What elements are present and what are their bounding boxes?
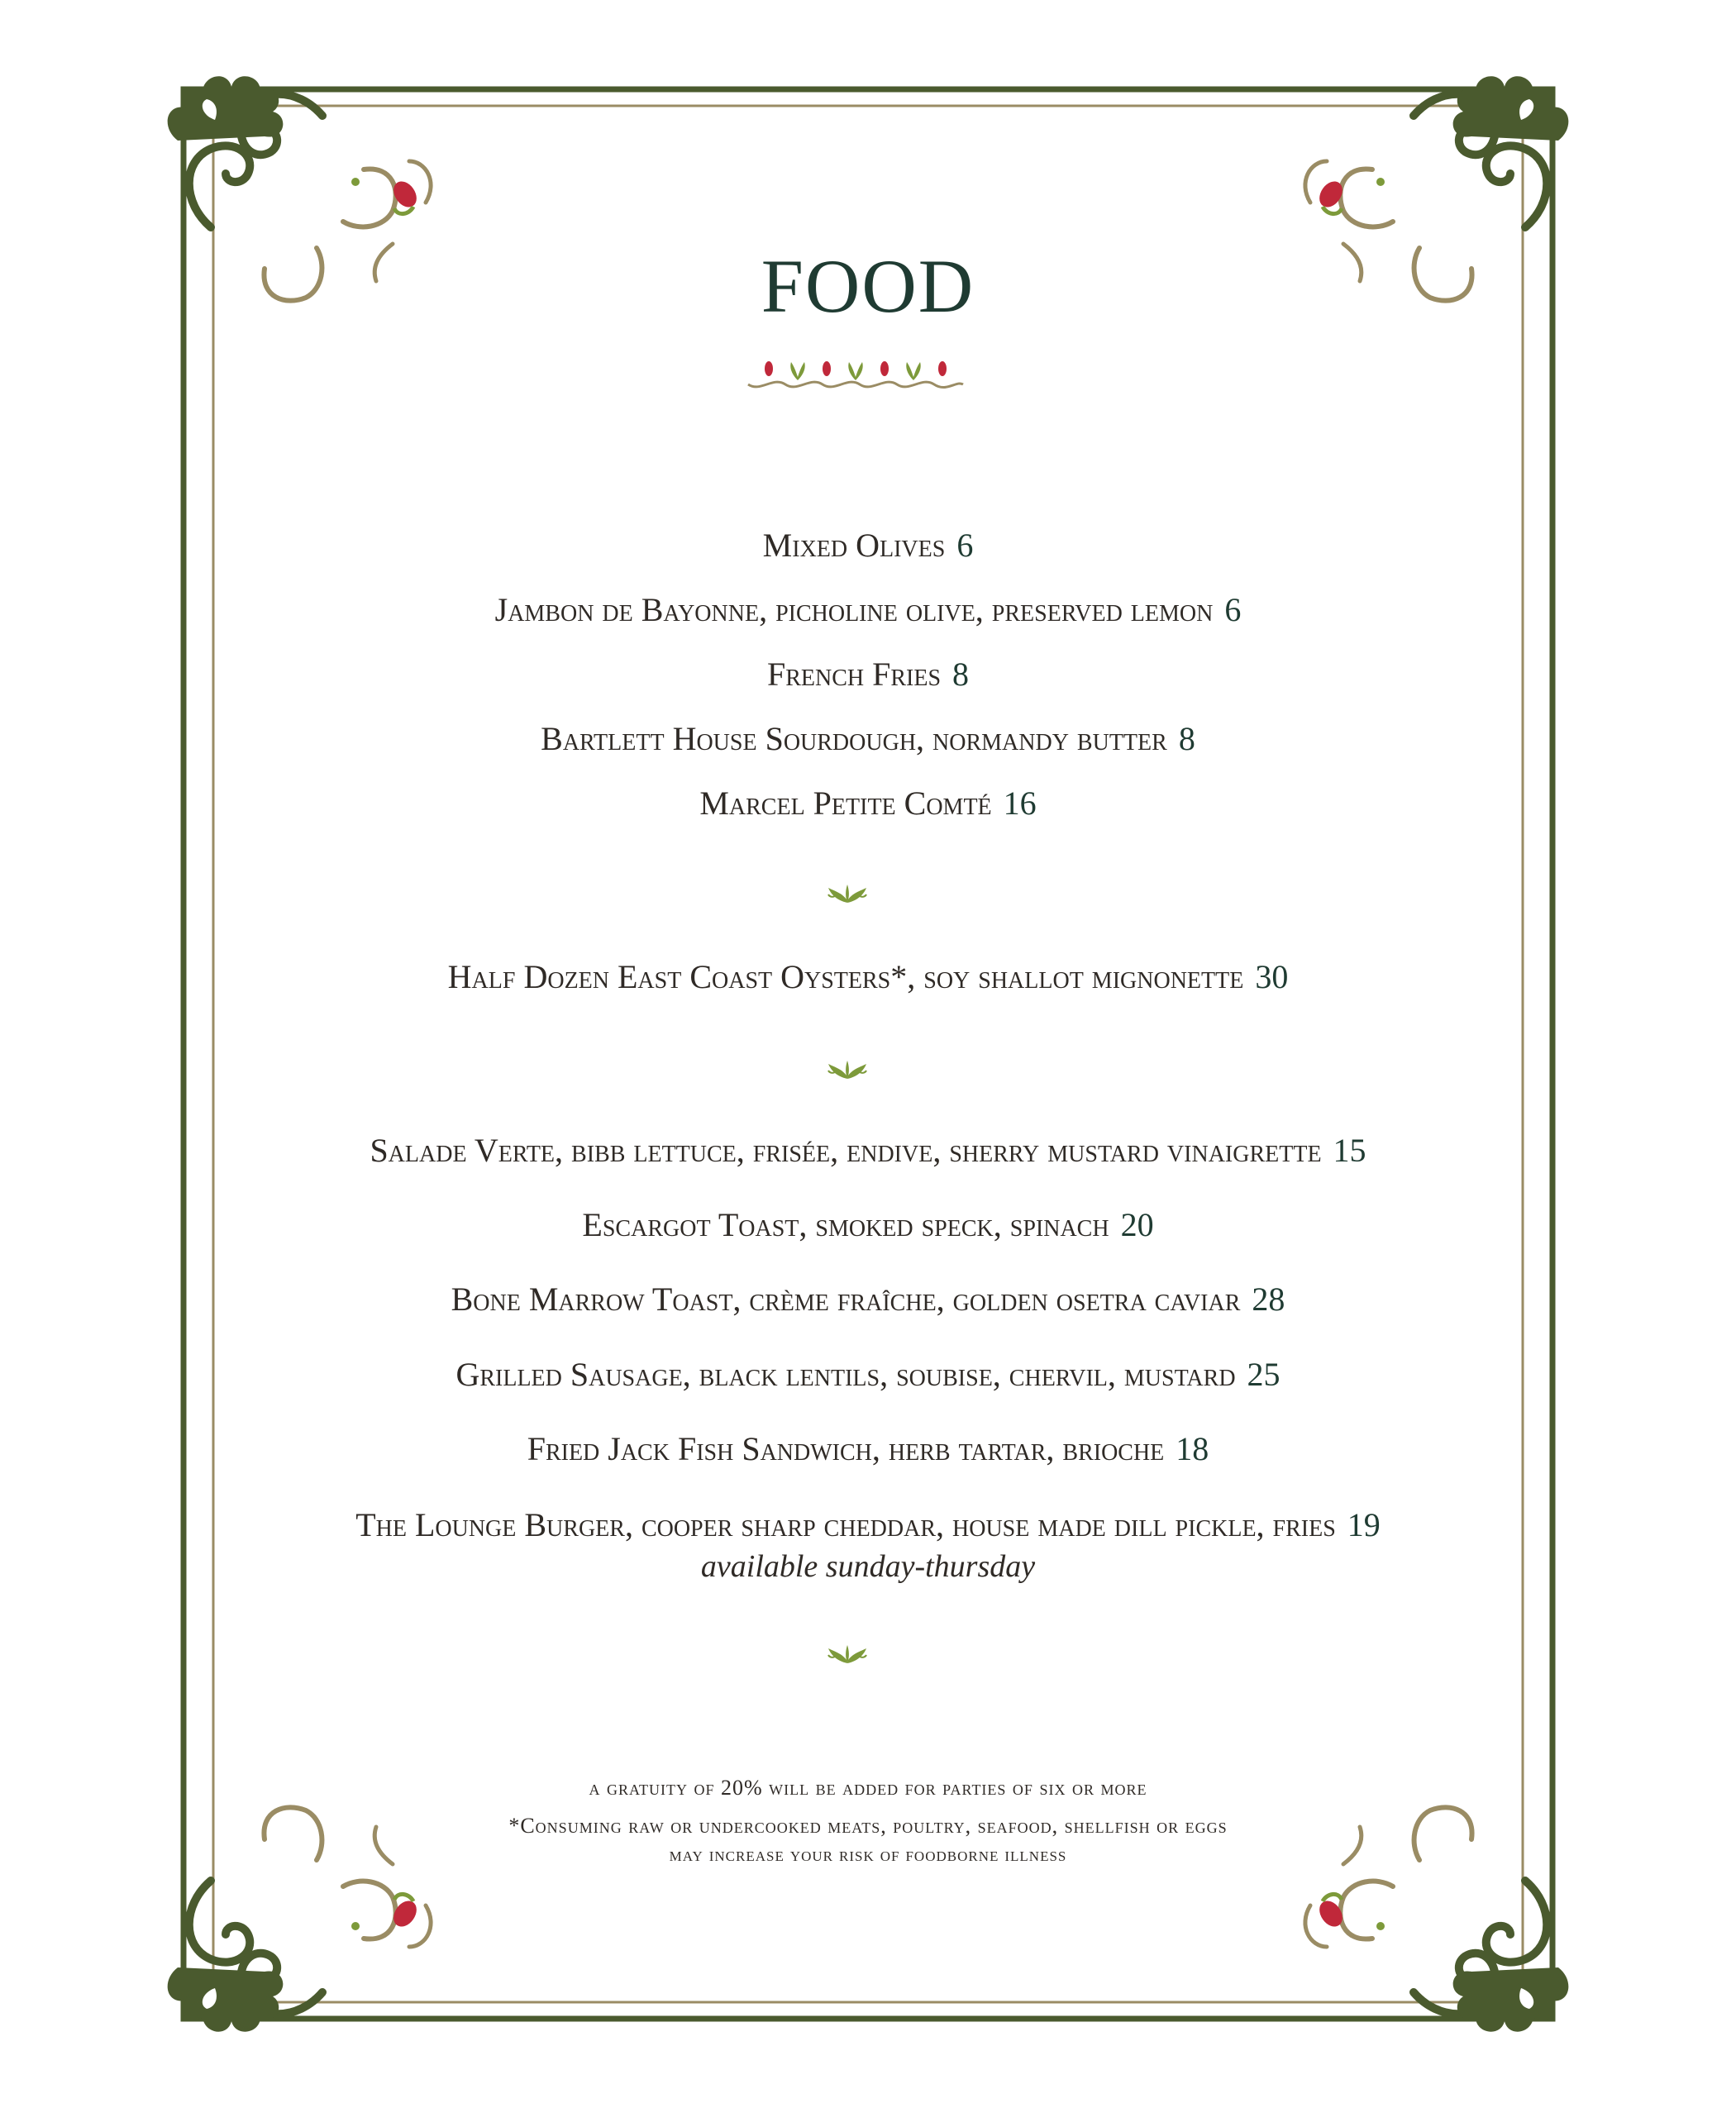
item-price: 6 [1224, 591, 1242, 628]
item-price: 16 [1003, 785, 1037, 822]
availability-note: available sunday-thursday [700, 1549, 1036, 1584]
menu-item [0, 787, 1736, 820]
item-name: French Fries [766, 656, 942, 693]
menu-item [0, 720, 1736, 757]
item-name: Half Dozen East Coast Oysters*, soy shallot mignonette [447, 958, 1244, 995]
menu-item [0, 591, 1736, 628]
consumption-warning: *Consuming raw or undercooked meats, poultry, seafood, shellfish or eggs [508, 1814, 1228, 1838]
menu-item [0, 1134, 1736, 1167]
page-title: FOOD [761, 244, 975, 328]
item-price: 18 [1176, 1430, 1209, 1467]
item-price: 8 [1178, 720, 1195, 757]
item-name: The Lounge Burger, cooper sharp cheddar, house made dill pickle, fries [355, 1506, 1336, 1543]
item-name: Grilled Sausage, black lentils, soubise, chervil, mustard [455, 1356, 1236, 1393]
menu-item [0, 1283, 1736, 1316]
gratuity-notice: a gratuity of 20% will be added for parties of six or more [589, 1776, 1147, 1800]
item-price: 8 [952, 656, 970, 693]
item-name: Mixed Olives [762, 527, 946, 564]
item-name: Fried Jack Fish Sandwich, herb tartar, brioche [527, 1430, 1165, 1467]
leaf-sprig-icon [827, 1638, 868, 1667]
item-price: 19 [1347, 1506, 1381, 1543]
item-name: Marcel Petite Comté [699, 785, 992, 822]
item-price: 15 [1333, 1132, 1366, 1169]
consumption-warning-continued: may increase your risk of foodborne illness [669, 1844, 1067, 1866]
item-price: 28 [1252, 1281, 1285, 1318]
item-price: 6 [956, 527, 974, 564]
item-price: 20 [1120, 1206, 1154, 1243]
item-name: Bartlett House Sourdough, normandy butter [541, 720, 1167, 757]
menu-item [0, 658, 1736, 691]
menu-item [0, 958, 1736, 995]
menu-item [0, 1430, 1736, 1467]
leaf-sprig-icon [827, 1054, 868, 1082]
menu-item [0, 529, 1736, 562]
item-name: Escargot Toast, smoked speck, spinach [582, 1206, 1109, 1243]
item-name: Jambon de Bayonne, picholine olive, preserved lemon [494, 591, 1214, 628]
menu-item [0, 1506, 1736, 1543]
menu-item [0, 1206, 1736, 1243]
item-name: Bone Marrow Toast, crème fraîche, golden osetra caviar [451, 1281, 1241, 1318]
floral-border-icon [740, 355, 971, 397]
item-name: Salade Verte, bibb lettuce, frisée, endive, sherry mustard vinaigrette [370, 1132, 1322, 1169]
item-price: 25 [1247, 1356, 1281, 1393]
leaf-sprig-icon [827, 878, 868, 906]
menu-item [0, 1358, 1736, 1391]
item-price: 30 [1255, 958, 1289, 995]
